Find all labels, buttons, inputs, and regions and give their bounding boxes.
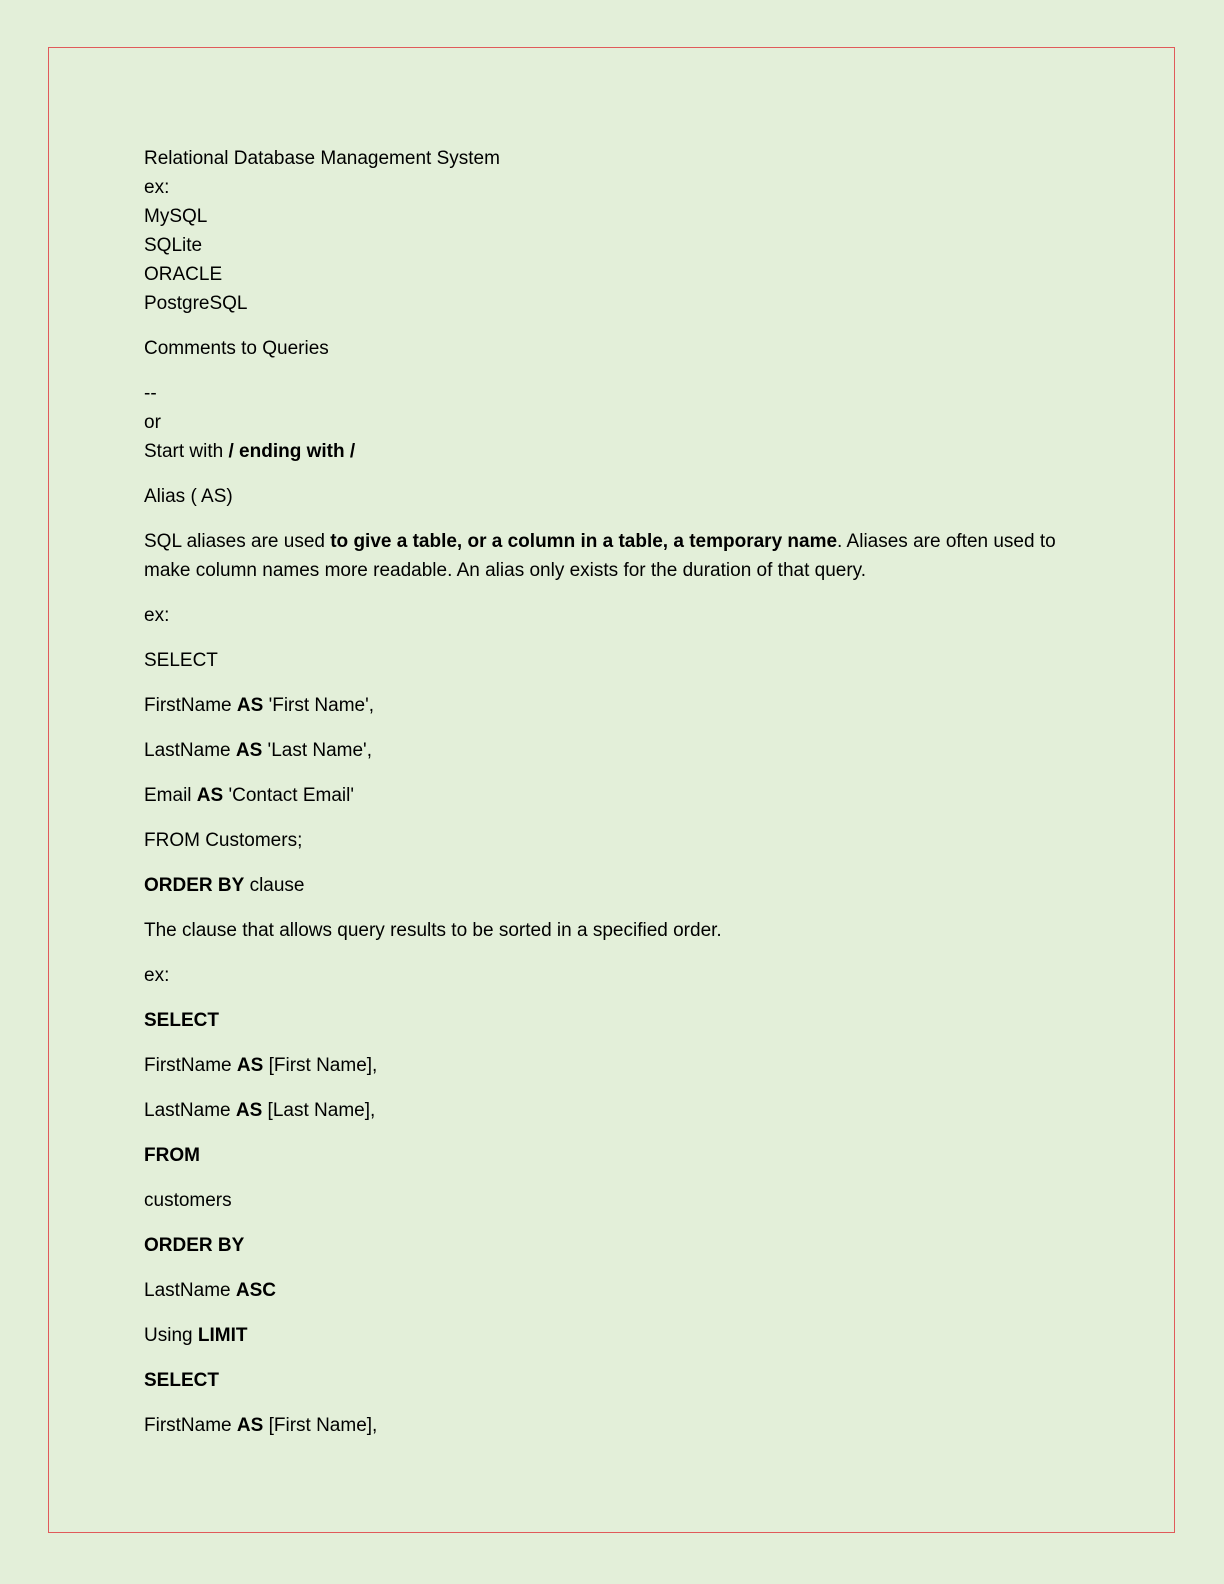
alias-ex-label: ex: [144,605,170,626]
order-by-table: customers [144,1190,232,1211]
as-keyword: AS [236,1415,264,1436]
select-keyword: SELECT [144,1370,219,1391]
sort-direction: ASC [235,1280,276,1301]
order-by-heading [144,871,1084,900]
alias-name: 'Last Name', [262,740,372,761]
as-keyword: AS [236,1055,264,1076]
limit-select [144,1366,1084,1395]
document-body [144,144,1084,1440]
limit-heading [144,1321,1084,1350]
order-by-select [144,1006,1084,1035]
alias-from: FROM Customers; [144,830,303,851]
as-keyword: AS [236,695,264,716]
column-name: LastName [144,740,236,761]
order-by-keyword: ORDER BY [144,1235,245,1256]
column-name: Email [144,785,197,806]
select-keyword: SELECT [144,1010,219,1031]
limit-heading-text: Using [144,1325,198,1346]
comments-heading: Comments to Queries [144,338,329,359]
comment-line-or: or [144,412,161,433]
intro-ex-label: ex: [144,177,170,198]
alias-name: 'First Name', [263,695,375,716]
comment-line-block [144,437,1084,466]
comment-block-text: Start with [144,441,229,462]
order-by-query-line [144,1051,1084,1080]
alias-name: 'Contact Email' [223,785,355,806]
column-name: LastName [144,1100,236,1121]
column-name: FirstName [144,695,237,716]
alias-query-line [144,781,1084,810]
alias-query-line [144,736,1084,765]
order-by-heading-rest: clause [244,875,305,896]
alias-description [144,527,1084,585]
alias-heading: Alias ( AS) [144,486,233,507]
order-by-clause [144,1231,1084,1260]
order-by-description: The clause that allows query results to be sorted in a specified order. [144,920,722,941]
alias-name: [Last Name], [262,1100,376,1121]
as-keyword: AS [196,785,224,806]
order-by-query-line [144,1096,1084,1125]
database-item: PostgreSQL [144,293,248,314]
comment-line-dashes: -- [144,383,157,404]
intro-section [144,144,1084,318]
column-name: FirstName [144,1055,237,1076]
alias-query-line [144,691,1084,720]
comments-section [144,379,1084,466]
from-keyword: FROM [144,1145,200,1166]
database-item: SQLite [144,235,203,256]
column-name: LastName [144,1280,236,1301]
comment-block-bold: / ending with / [228,441,356,462]
alias-name: [First Name], [263,1415,378,1436]
as-keyword: AS [235,1100,263,1121]
alias-select: SELECT [144,650,218,671]
database-item: MySQL [144,206,208,227]
order-by-keyword: ORDER BY [144,875,245,896]
alias-name: [First Name], [263,1055,378,1076]
as-keyword: AS [235,740,263,761]
order-by-from [144,1141,1084,1170]
alias-desc-bold: to give a table, or a column in a table, a temporary name [330,531,838,552]
limit-query-line [144,1411,1084,1440]
database-item: ORACLE [144,264,223,285]
limit-keyword: LIMIT [197,1325,248,1346]
column-name: FirstName [144,1415,237,1436]
alias-desc-a: SQL aliases are used [144,531,331,552]
order-by-ex-label: ex: [144,965,170,986]
alias-desc-c: . Aliases are often used to make column names more readable. An alias only exists for the duration of that query. [144,531,1061,581]
intro-title: Relational Database Management System [144,148,500,169]
order-by-sort [144,1276,1084,1305]
